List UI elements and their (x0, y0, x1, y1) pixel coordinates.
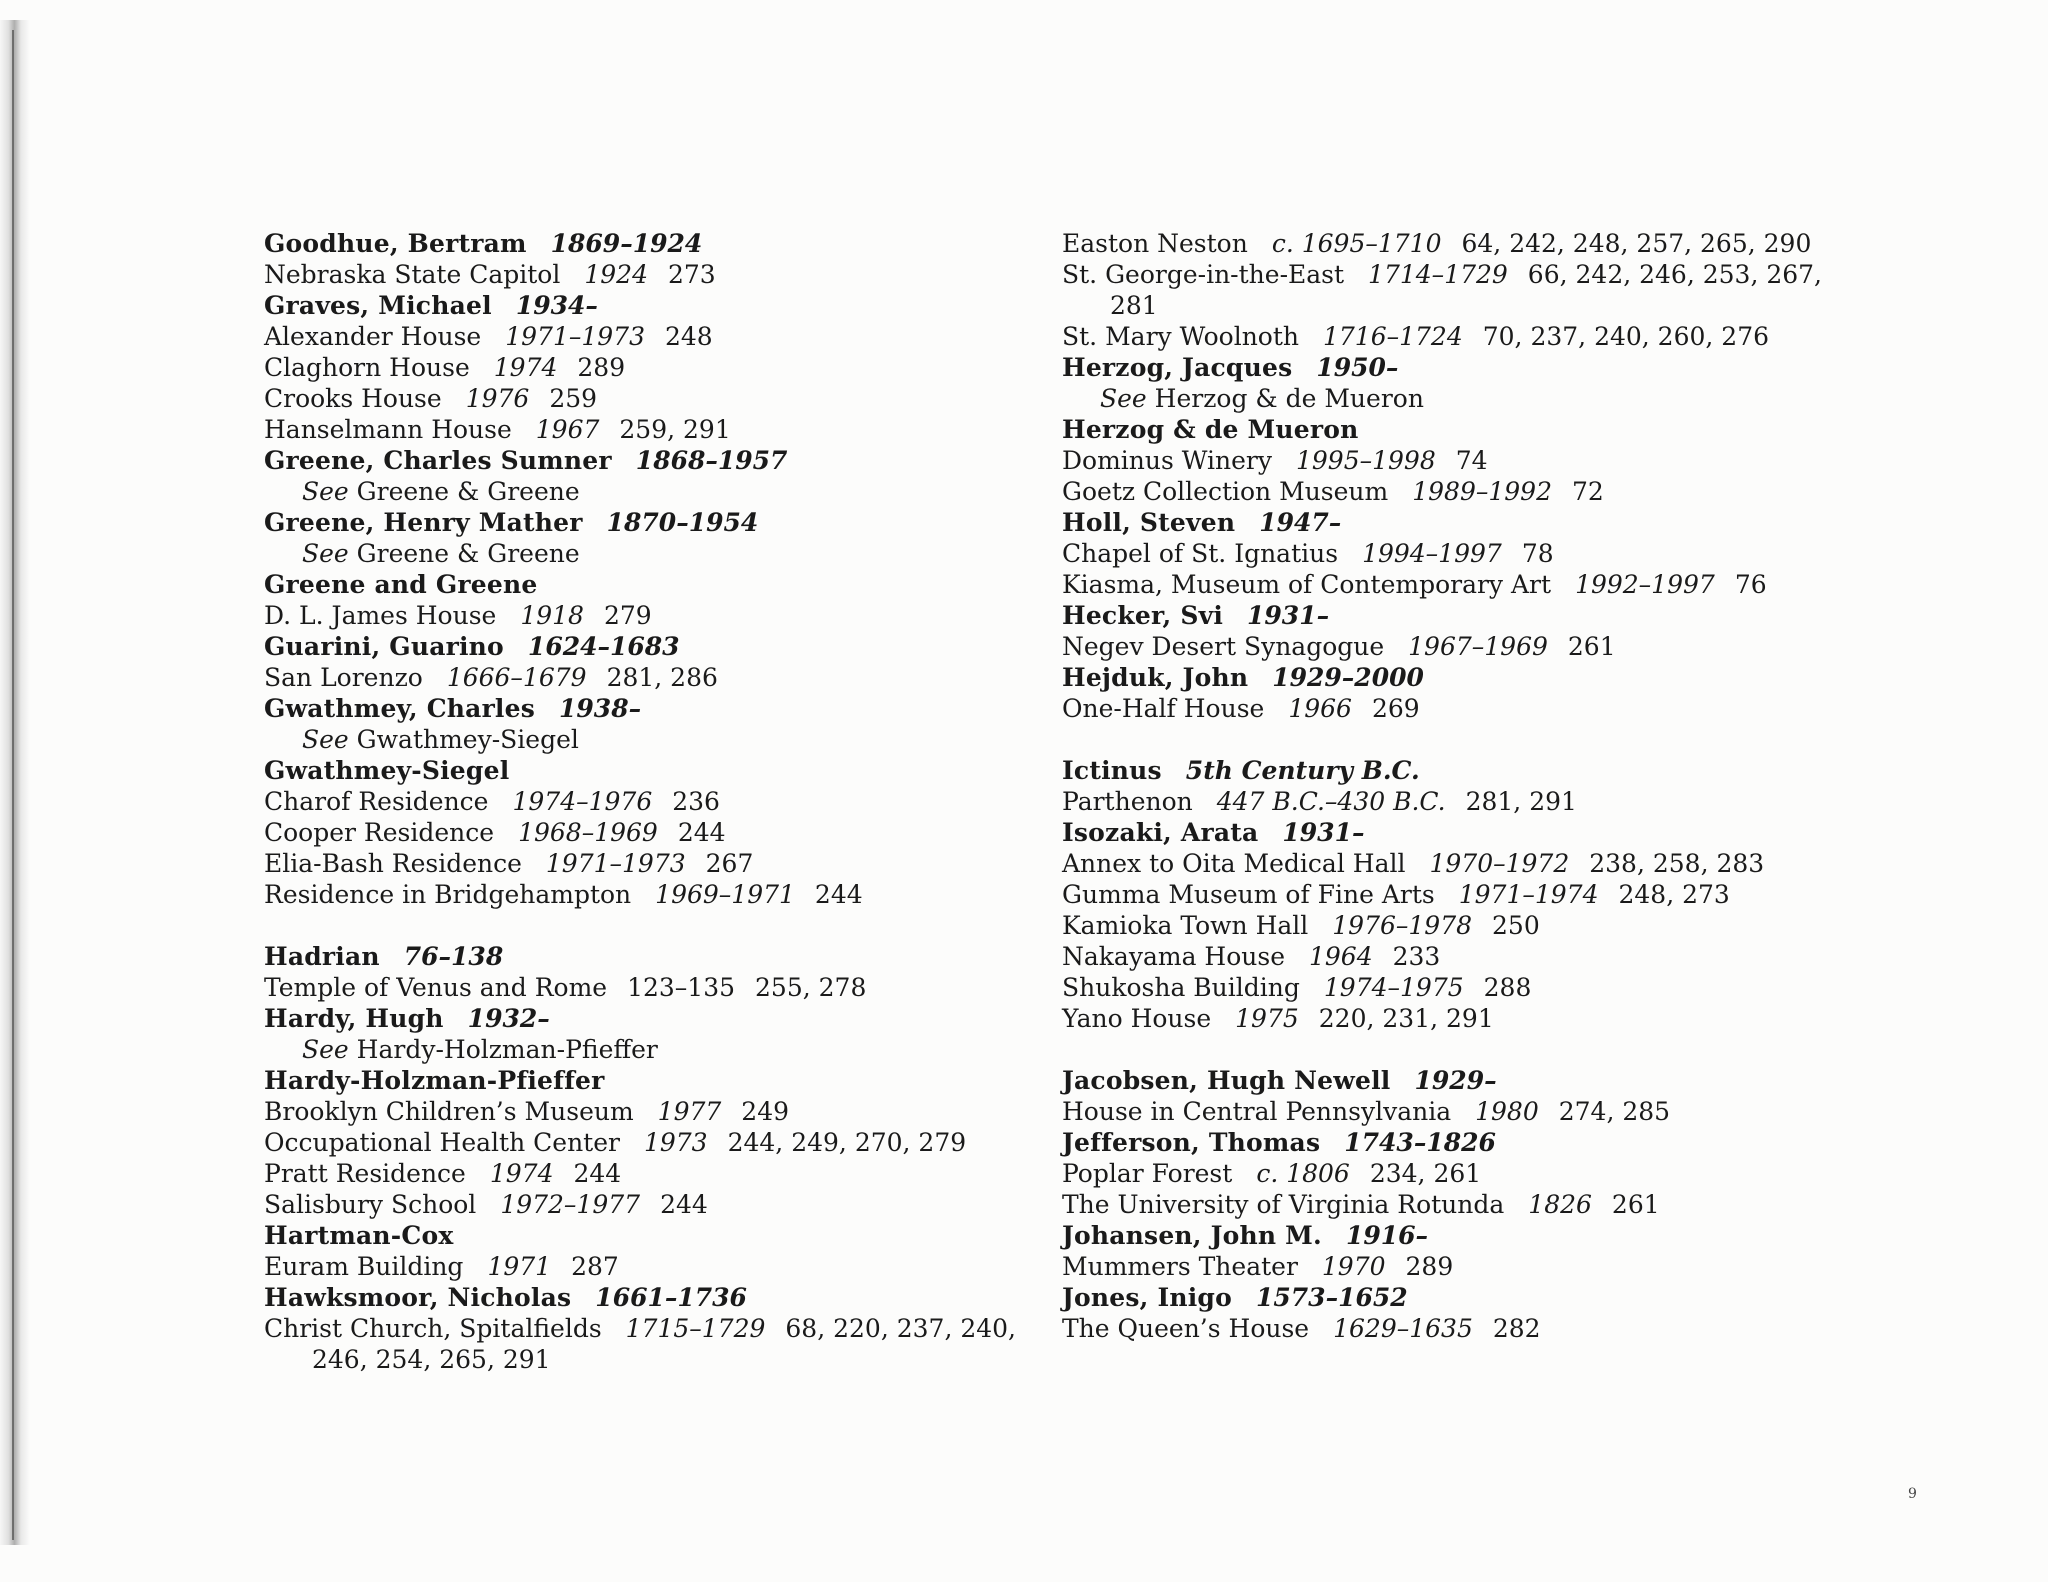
building-entry (264, 879, 1024, 910)
building-entry (264, 414, 1024, 445)
architect-name: Greene, Henry Mather (264, 508, 583, 537)
building-entry (1062, 848, 1822, 879)
page-numbers: 248 (664, 322, 713, 351)
architect-name: Holl, Steven (1062, 508, 1236, 537)
building-title: Parthenon (1062, 787, 1193, 816)
page-numbers: 64, 242, 248, 257, 265, 290 (1461, 229, 1812, 258)
architect-dates: 1932– (467, 1004, 550, 1033)
architect-heading (1062, 507, 1822, 538)
building-entry (264, 1189, 1024, 1220)
architect-name: Jacobsen, Hugh Newell (1062, 1066, 1391, 1095)
page-numbers: 287 (571, 1252, 619, 1281)
architect-name: Hardy-Holzman-Pfieffer (264, 1066, 605, 1095)
architect-dates: 1868–1957 (635, 446, 788, 475)
building-dates: 1918 (520, 601, 584, 630)
building-dates: 1971–1974 (1458, 880, 1599, 909)
architect-heading (1062, 352, 1822, 383)
page-numbers: 236 (672, 787, 720, 816)
architect-dates: 1934– (515, 291, 598, 320)
building-dates: 1714–1729 (1368, 260, 1508, 289)
architect-dates: 1929– (1414, 1066, 1497, 1095)
see-reference (264, 1034, 1024, 1065)
building-entry (264, 817, 1024, 848)
architect-heading (1062, 755, 1822, 786)
building-dates: 1716–1724 (1323, 322, 1463, 351)
see-target: Greene & Greene (356, 539, 580, 568)
building-dates: 1968–1969 (518, 818, 658, 847)
building-title: Brooklyn Children’s Museum (264, 1097, 634, 1126)
building-entry (1062, 1189, 1822, 1220)
building-title: Gumma Museum of Fine Arts (1062, 880, 1435, 909)
architect-name: Johansen, John M. (1062, 1221, 1322, 1250)
building-dates: 1974–1976 (512, 787, 653, 816)
building-dates: 1967 (535, 415, 600, 444)
scan-edge-shadow (0, 20, 30, 1545)
building-entry (1062, 910, 1822, 941)
architect-heading (264, 569, 1024, 600)
architect-heading (1062, 1282, 1822, 1313)
building-entry (264, 1251, 1024, 1282)
architect-name: Jefferson, Thomas (1062, 1128, 1321, 1157)
building-entry (1062, 569, 1822, 600)
architect-name: Hawksmoor, Nicholas (264, 1283, 572, 1312)
page-numbers: 244 (677, 818, 726, 847)
building-entry (1062, 445, 1822, 476)
architect-name: Guarini, Guarino (264, 632, 504, 661)
page-numbers: 255, 278 (755, 973, 867, 1002)
page-marker: 9 (1908, 1486, 1917, 1502)
index-column-right (1062, 228, 1822, 1344)
page-numbers: 66, 242, 246, 253, 267, 281 (1110, 260, 1822, 320)
see-target: Herzog & de Mueron (1154, 384, 1424, 413)
building-title: St. Mary Woolnoth (1062, 322, 1299, 351)
building-entry (1062, 538, 1822, 569)
building-dates: 1977 (657, 1097, 722, 1126)
building-title: Goetz Collection Museum (1062, 477, 1389, 506)
see-label: See (302, 725, 349, 754)
building-title: Kiasma, Museum of Contemporary Art (1062, 570, 1552, 599)
building-dates: 1967–1969 (1408, 632, 1548, 661)
architect-name: Ictinus (1062, 756, 1162, 785)
architect-heading (264, 507, 1024, 538)
page-numbers: 282 (1492, 1314, 1541, 1343)
building-dates: 1971–1973 (545, 849, 686, 878)
section-spacer (1062, 724, 1822, 755)
building-title: Occupational Health Center (264, 1128, 620, 1157)
architect-name: Gwathmey, Charles (264, 694, 536, 723)
building-title: Crooks House (264, 384, 442, 413)
architect-name: Hejduk, John (1062, 663, 1249, 692)
building-entry (1062, 879, 1822, 910)
architect-heading (1062, 600, 1822, 631)
see-label: See (1100, 384, 1147, 413)
architect-heading (264, 228, 1024, 259)
architect-name: Hadrian (264, 942, 380, 971)
architect-heading (264, 445, 1024, 476)
building-entry (1062, 1158, 1822, 1189)
building-title: Nakayama House (1062, 942, 1285, 971)
architect-dates: 1624–1683 (527, 632, 680, 661)
see-label: See (302, 539, 349, 568)
building-entry (1062, 476, 1822, 507)
building-entry (1062, 1251, 1822, 1282)
building-entry (264, 786, 1024, 817)
see-reference (264, 476, 1024, 507)
building-dates: 1995–1998 (1296, 446, 1436, 475)
page-numbers: 220, 231, 291 (1318, 1004, 1494, 1033)
see-label: See (302, 1035, 349, 1064)
building-dates: 1826 (1528, 1190, 1592, 1219)
page-numbers: 234, 261 (1369, 1159, 1482, 1188)
architect-dates: 1661–1736 (595, 1283, 747, 1312)
building-dates: c. 1695–1710 (1271, 229, 1442, 258)
page-numbers: 267 (705, 849, 754, 878)
building-dates: 1980 (1475, 1097, 1539, 1126)
section-spacer (1062, 1034, 1822, 1065)
building-dates: 1970–1972 (1429, 849, 1570, 878)
architect-name: Hartman-Cox (264, 1221, 454, 1250)
building-title: Residence in Bridgehampton (264, 880, 632, 909)
architect-dates: 1870–1954 (606, 508, 759, 537)
architect-name: Gwathmey-Siegel (264, 756, 510, 785)
architect-heading (264, 755, 1024, 786)
building-entry (1062, 693, 1822, 724)
architect-name: Goodhue, Bertram (264, 229, 527, 258)
page-numbers: 281, 291 (1465, 787, 1577, 816)
building-title: Elia-Bash Residence (264, 849, 522, 878)
architect-heading (1062, 414, 1822, 445)
page-numbers: 250 (1492, 911, 1540, 940)
architect-heading (264, 1282, 1024, 1313)
building-entry (1062, 631, 1822, 662)
building-title: Hanselmann House (264, 415, 512, 444)
building-entry (1062, 1313, 1822, 1344)
building-dates: 1970 (1321, 1252, 1386, 1281)
building-dates: 1666–1679 (446, 663, 587, 692)
building-title: Salisbury School (264, 1190, 477, 1219)
architect-dates: 1947– (1259, 508, 1342, 537)
building-entry (264, 321, 1024, 352)
building-dates: 1989–1992 (1412, 477, 1552, 506)
architect-dates: 1743–1826 (1344, 1128, 1496, 1157)
page-numbers: 288 (1483, 973, 1532, 1002)
architect-heading (1062, 1220, 1822, 1251)
architect-dates: 1931– (1247, 601, 1330, 630)
building-title: One-Half House (1062, 694, 1265, 723)
building-entry (264, 1313, 1052, 1375)
page-numbers: 259 (549, 384, 598, 413)
page-numbers: 72 (1571, 477, 1604, 506)
building-entry (264, 848, 1024, 879)
architect-dates: 1929–2000 (1272, 663, 1424, 692)
building-entry (1062, 321, 1850, 352)
architect-heading (264, 290, 1024, 321)
see-label: See (302, 477, 349, 506)
building-entry (264, 972, 1024, 1003)
architect-name: Hardy, Hugh (264, 1004, 444, 1033)
page-numbers: 261 (1611, 1190, 1660, 1219)
building-dates: 1976 (465, 384, 530, 413)
building-title: Kamioka Town Hall (1062, 911, 1309, 940)
building-dates: 1974–1975 (1323, 973, 1464, 1002)
architect-heading (1062, 1127, 1822, 1158)
see-target: Hardy-Holzman-Pfieffer (356, 1035, 658, 1064)
architect-name: Greene and Greene (264, 570, 538, 599)
building-entry (264, 600, 1024, 631)
building-title: Euram Building (264, 1252, 464, 1281)
page-numbers: 259, 291 (619, 415, 731, 444)
building-dates: 1974 (493, 353, 558, 382)
architect-dates: 76–138 (403, 942, 504, 971)
building-title: Negev Desert Synagogue (1062, 632, 1385, 661)
building-dates: 447 B.C.–430 B.C. (1216, 787, 1446, 816)
page-numbers: 78 (1521, 539, 1554, 568)
building-title: The University of Virginia Rotunda (1062, 1190, 1505, 1219)
building-dates: 1973 (643, 1128, 708, 1157)
page-numbers: 76 (1734, 570, 1767, 599)
building-dates: 1992–1997 (1575, 570, 1715, 599)
building-entry (264, 1096, 1024, 1127)
building-title: The Queen’s House (1062, 1314, 1310, 1343)
index-column-left (264, 228, 1024, 1375)
building-title: Shukosha Building (1062, 973, 1300, 1002)
architect-name: Greene, Charles Sumner (264, 446, 612, 475)
architect-heading (264, 631, 1024, 662)
building-entry (1062, 941, 1822, 972)
building-dates: 1924 (584, 260, 648, 289)
building-title: Annex to Oita Medical Hall (1062, 849, 1406, 878)
page-numbers: 70, 237, 240, 260, 276 (1482, 322, 1770, 351)
architect-name: Herzog & de Mueron (1062, 415, 1359, 444)
architect-heading (264, 1065, 1024, 1096)
scan-edge-line (12, 30, 14, 1540)
page-numbers: 233 (1392, 942, 1441, 971)
building-title: Easton Neston (1062, 229, 1248, 258)
building-dates: 1975 (1235, 1004, 1299, 1033)
building-title: Temple of Venus and Rome (264, 973, 608, 1002)
building-entry (1062, 259, 1850, 321)
building-dates: 1629–1635 (1333, 1314, 1473, 1343)
see-target: Greene & Greene (356, 477, 580, 506)
page-numbers: 244 (573, 1159, 622, 1188)
architect-dates: 1916– (1345, 1221, 1429, 1250)
see-target: Gwathmey-Siegel (356, 725, 579, 754)
building-title: San Lorenzo (264, 663, 423, 692)
architect-heading (1062, 817, 1822, 848)
building-title: Chapel of St. Ignatius (1062, 539, 1339, 568)
page-numbers: 269 (1371, 694, 1420, 723)
building-dates: 1715–1729 (625, 1314, 766, 1343)
building-title: Alexander House (264, 322, 482, 351)
page-numbers: 289 (577, 353, 626, 382)
building-entry (1062, 228, 1850, 259)
see-reference (264, 724, 1024, 755)
see-reference (1062, 383, 1822, 414)
section-spacer (264, 910, 1024, 941)
building-dates: 1976–1978 (1332, 911, 1473, 940)
architect-name: Hecker, Svi (1062, 601, 1224, 630)
architect-dates: 1950– (1316, 353, 1399, 382)
building-dates: c. 1806 (1256, 1159, 1350, 1188)
building-title: Pratt Residence (264, 1159, 466, 1188)
page-numbers: 249 (741, 1097, 790, 1126)
architect-heading (1062, 662, 1822, 693)
building-title: Yano House (1062, 1004, 1212, 1033)
architect-heading (1062, 1065, 1822, 1096)
building-entry (264, 1158, 1024, 1189)
see-reference (264, 538, 1024, 569)
architect-dates: 1931– (1282, 818, 1365, 847)
building-entry (1062, 972, 1822, 1003)
architect-name: Graves, Michael (264, 291, 492, 320)
page-numbers: 274, 285 (1558, 1097, 1671, 1126)
building-dates: 1971 (487, 1252, 552, 1281)
building-title: Mummers Theater (1062, 1252, 1298, 1281)
page-numbers: 244 (660, 1190, 708, 1219)
page-numbers: 281, 286 (606, 663, 718, 692)
building-title: St. George-in-the-East (1062, 260, 1345, 289)
page-numbers: 244, 249, 270, 279 (727, 1128, 967, 1157)
architect-name: Jones, Inigo (1062, 1283, 1232, 1312)
building-title: Nebraska State Capitol (264, 260, 561, 289)
architect-name: Herzog, Jacques (1062, 353, 1293, 382)
page-numbers: 289 (1405, 1252, 1454, 1281)
building-title: Christ Church, Spitalfields (264, 1314, 602, 1343)
building-dates: 1972–1977 (500, 1190, 641, 1219)
building-entry (1062, 1096, 1822, 1127)
architect-dates: 5th Century B.C. (1185, 756, 1420, 785)
architect-heading (264, 941, 1024, 972)
building-dates: 1971–1973 (505, 322, 645, 351)
building-dates: 1966 (1288, 694, 1352, 723)
architect-name: Isozaki, Arata (1062, 818, 1259, 847)
building-entry (264, 1127, 1052, 1158)
architect-heading (264, 1220, 1024, 1251)
building-entry (264, 352, 1024, 383)
building-dates: 1964 (1309, 942, 1373, 971)
architect-heading (264, 693, 1024, 724)
architect-dates: 1573–1652 (1256, 1283, 1408, 1312)
architect-heading (264, 1003, 1024, 1034)
building-title: Cooper Residence (264, 818, 495, 847)
building-entry (1062, 786, 1822, 817)
building-dates: 123–135 (627, 973, 736, 1002)
building-entry (264, 383, 1024, 414)
building-title: Poplar Forest (1062, 1159, 1233, 1188)
building-entry (1062, 1003, 1822, 1034)
building-title: Claghorn House (264, 353, 470, 382)
page-numbers: 248, 273 (1618, 880, 1730, 909)
page-numbers: 238, 258, 283 (1589, 849, 1765, 878)
building-title: D. L. James House (264, 601, 497, 630)
building-title: Dominus Winery (1062, 446, 1272, 475)
building-title: Charof Residence (264, 787, 489, 816)
building-dates: 1994–1997 (1362, 539, 1502, 568)
architect-dates: 1938– (559, 694, 642, 723)
building-title: House in Central Pennsylvania (1062, 1097, 1452, 1126)
page-numbers: 244 (814, 880, 863, 909)
building-dates: 1974 (489, 1159, 554, 1188)
page-numbers: 273 (667, 260, 716, 289)
page-numbers: 68, 220, 237, 240, 246, 254, 265, 291 (312, 1314, 1016, 1374)
building-entry (264, 259, 1024, 290)
page-numbers: 261 (1567, 632, 1616, 661)
building-dates: 1969–1971 (655, 880, 795, 909)
building-entry (264, 662, 1024, 693)
architect-dates: 1869–1924 (550, 229, 703, 258)
page-numbers: 74 (1455, 446, 1488, 475)
page-numbers: 279 (603, 601, 652, 630)
